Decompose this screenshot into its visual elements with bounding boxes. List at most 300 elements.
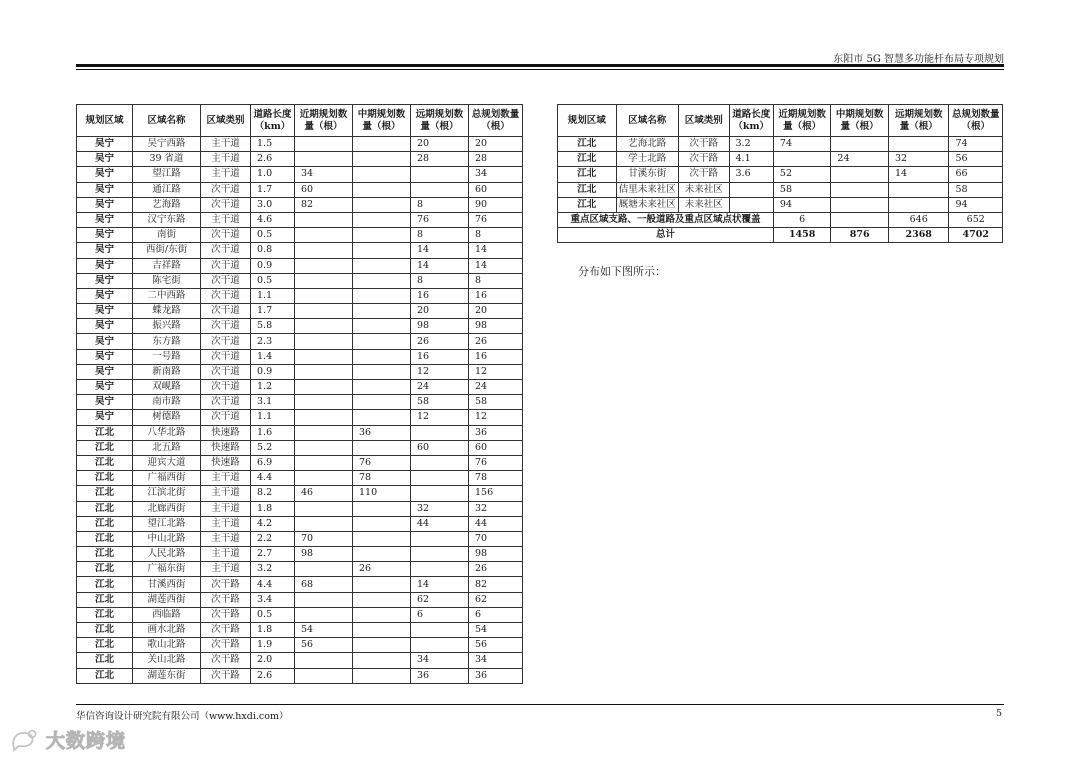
table-cell: 66 [949,167,1003,182]
special-near: 6 [773,212,831,227]
table-cell: 26 [411,334,469,349]
table-cell: 3.6 [729,167,773,182]
table-cell: 1.1 [251,288,295,303]
table-cell: 2.7 [251,547,295,562]
table-cell: 60 [469,182,523,197]
table-cell: 46 [295,486,353,501]
table-cell: 34 [411,653,469,668]
table-row [77,334,523,349]
table-cell: 76 [353,455,411,470]
table-cell: 28 [469,152,523,167]
table-cell: 36 [469,425,523,440]
table-cell: 3.2 [251,562,295,577]
column-header: 区域名称 [616,105,679,137]
table-cell [295,364,353,379]
table-cell [295,212,353,227]
table-row [77,319,523,334]
header-rule-thin [76,69,1004,70]
table-cell: 82 [469,577,523,592]
table-cell [729,197,773,212]
distribution-note: 分布如下图所示： [578,265,666,278]
chat-bubble-logo-icon [10,728,40,752]
table-cell: 次干道 [201,395,251,410]
table-cell: 12 [469,410,523,425]
table-cell: 江北 [77,562,133,577]
table-row [77,607,523,622]
table-cell: 44 [469,516,523,531]
column-header: 远期规划数量（根） [888,105,949,137]
table-cell: 2.0 [251,653,295,668]
table-cell: 吴宁 [77,182,133,197]
table-row [77,440,523,455]
table-cell: 26 [469,562,523,577]
column-header: 中期规划数量（根） [353,105,411,137]
table-cell: 54 [469,623,523,638]
table-cell: 画水北路 [133,623,201,638]
footer-company: 华信咨询设计研究院有限公司（www.hxdi.com） [76,711,289,722]
table-cell [353,137,411,152]
table-cell: 学士北路 [616,152,679,167]
table-cell [353,304,411,319]
table-cell: 艺海路 [133,197,201,212]
total-mid: 876 [831,228,889,243]
table-row [77,137,523,152]
table-cell: 次干道 [201,228,251,243]
table-cell: 36 [353,425,411,440]
table-cell [353,410,411,425]
table-cell: 0.5 [251,228,295,243]
table-cell: 湖莲东街 [133,668,201,683]
column-header: 区域类别 [201,105,251,137]
table-cell: 1.8 [251,623,295,638]
table-cell: 厩塘未来社区 [616,197,679,212]
table-cell: 54 [295,623,353,638]
table-cell: 甘溪西街 [133,577,201,592]
table-cell: 58 [773,182,831,197]
table-row [77,577,523,592]
table-cell: 湖莲西街 [133,592,201,607]
table-cell: 江北 [77,653,133,668]
table-cell: 8 [469,273,523,288]
table-cell [888,137,949,152]
table-cell: 3.0 [251,197,295,212]
table-cell [295,319,353,334]
table-cell [295,425,353,440]
table-cell: 28 [411,152,469,167]
table-row [77,288,523,303]
table-cell: 2.3 [251,334,295,349]
table-cell: 通江路 [133,182,201,197]
table-cell [353,516,411,531]
table-cell: 4.1 [729,152,773,167]
table-cell: 吴宁 [77,334,133,349]
table-cell [353,349,411,364]
column-header: 近期规划数量（根） [295,105,353,137]
table-cell [295,273,353,288]
table-row [77,471,523,486]
table-cell: 8 [411,197,469,212]
table-cell: 39 省道 [133,152,201,167]
table-cell: 快速路 [201,455,251,470]
table-cell: 江北 [77,531,133,546]
table-cell [295,516,353,531]
table-cell [295,334,353,349]
table-row [77,258,523,273]
table-row [558,167,1003,182]
table-cell: 1.4 [251,349,295,364]
table-cell [353,364,411,379]
table-cell: 1.2 [251,380,295,395]
table-cell: 树德路 [133,410,201,425]
table-cell: 主干道 [201,501,251,516]
table-cell: 110 [353,486,411,501]
column-header: 道路长度（km） [251,105,295,137]
table-row [77,562,523,577]
total-far: 2368 [888,228,949,243]
table-cell: 3.1 [251,395,295,410]
table-cell [411,455,469,470]
planning-table-left [76,104,523,684]
table-cell: 一号路 [133,349,201,364]
table-cell: 次干路 [679,167,729,182]
table-cell: 次干道 [201,288,251,303]
table-cell: 次干路 [679,137,729,152]
table-cell: 次干路 [201,668,251,683]
table-cell: 60 [411,440,469,455]
table-cell: 1.6 [251,425,295,440]
table-cell: 次干道 [201,197,251,212]
table-row [77,486,523,501]
table-cell [353,197,411,212]
table-cell: 吴宁 [77,212,133,227]
table-row [77,273,523,288]
table-cell [295,455,353,470]
table-cell: 艺海北路 [616,137,679,152]
table-cell: 52 [773,167,831,182]
table-row [77,380,523,395]
table-cell [295,562,353,577]
table-cell: 蝶龙路 [133,304,201,319]
table-cell: 76 [411,212,469,227]
table-cell: 12 [411,410,469,425]
table-row [558,197,1003,212]
table-cell: 56 [949,152,1003,167]
table-cell [295,137,353,152]
table-cell [353,592,411,607]
table-cell: 98 [469,547,523,562]
table-cell: 56 [469,638,523,653]
table-cell [295,653,353,668]
table-cell: 吴宁 [77,364,133,379]
table-cell: 次干道 [201,364,251,379]
table-cell [353,440,411,455]
table-cell: 2.6 [251,152,295,167]
table-cell: 0.5 [251,273,295,288]
table-row [77,501,523,516]
table-cell: 1.9 [251,638,295,653]
header-rule [76,64,1004,67]
table-cell: 江北 [558,137,617,152]
table-cell: 吴宁 [77,380,133,395]
table-cell: 江北 [77,455,133,470]
table-cell [353,395,411,410]
table-cell: 主干道 [201,562,251,577]
table-cell [353,334,411,349]
table-cell: 68 [295,577,353,592]
column-header: 总规划数量（根） [949,105,1003,137]
table-cell: 西临路 [133,607,201,622]
table-cell [353,182,411,197]
table-cell [888,197,949,212]
table-cell: 6 [411,607,469,622]
table-row [77,592,523,607]
table-cell [295,607,353,622]
table-cell: 八华北路 [133,425,201,440]
table-cell: 2.6 [251,668,295,683]
table-cell: 关山北路 [133,653,201,668]
footer-rule [76,704,1004,705]
table-cell: 二中西路 [133,288,201,303]
table-row [77,638,523,653]
table-cell [831,182,889,197]
table-cell: 次干道 [201,380,251,395]
table-cell: 吴宁 [77,258,133,273]
table-cell: 20 [469,137,523,152]
table-cell: 次干路 [201,592,251,607]
table-cell: 14 [469,258,523,273]
table-cell: 58 [411,395,469,410]
column-header: 规划区域 [558,105,617,137]
table-cell: 次干道 [201,258,251,273]
table-cell: 江北 [77,501,133,516]
table-row [77,516,523,531]
watermark-text: 大数跨境 [46,730,127,752]
table-cell [773,152,831,167]
column-header: 规划区域 [77,105,133,137]
table-row [77,167,523,182]
table-cell: 次干路 [679,152,729,167]
table-cell: 14 [888,167,949,182]
table-cell: 江北 [558,197,617,212]
table-cell [831,167,889,182]
table-cell [888,182,949,197]
table-cell: 未来社区 [679,182,729,197]
table-cell: 江北 [77,471,133,486]
table-cell: 主干道 [201,152,251,167]
watermark [10,726,126,753]
table-cell [295,440,353,455]
table-cell: 吴宁 [77,349,133,364]
table-cell [295,380,353,395]
table-cell: 14 [411,243,469,258]
table-row [558,182,1003,197]
table-cell: 78 [353,471,411,486]
table-cell: 12 [411,364,469,379]
table-cell: 望江路 [133,167,201,182]
table-cell [295,349,353,364]
table-cell [353,243,411,258]
table-cell: 歌山北路 [133,638,201,653]
table-cell: 次干路 [201,607,251,622]
table-cell: 南市路 [133,395,201,410]
table-cell: 江滨北街 [133,486,201,501]
table-cell [411,182,469,197]
table-cell [295,243,353,258]
table-cell: 4.2 [251,516,295,531]
table-cell: 新南路 [133,364,201,379]
table-cell: 98 [469,319,523,334]
table-row [77,243,523,258]
table-cell: 主干道 [201,486,251,501]
table-cell [353,273,411,288]
table-cell: 江北 [77,592,133,607]
table-cell: 次干路 [201,638,251,653]
table-row [77,364,523,379]
table-cell: 3.2 [729,137,773,152]
table-cell: 吴宁 [77,197,133,212]
table-cell: 南街 [133,228,201,243]
special-total: 652 [949,212,1003,227]
page-number: 5 [995,708,1002,719]
table-cell: 16 [469,349,523,364]
table-cell: 60 [295,182,353,197]
table-cell: 20 [411,304,469,319]
table-cell: 江北 [77,547,133,562]
special-far: 646 [888,212,949,227]
table-row [77,349,523,364]
table-cell: 东方路 [133,334,201,349]
table-cell: 34 [295,167,353,182]
table-cell: 甘溪东街 [616,167,679,182]
table-cell: 快速路 [201,440,251,455]
table-cell: 4.4 [251,471,295,486]
table-cell: 36 [469,668,523,683]
table-row [77,410,523,425]
table-cell [295,228,353,243]
table-row [77,668,523,683]
table-cell: 吴宁西路 [133,137,201,152]
table-cell [729,182,773,197]
table-cell: 吴宁 [77,395,133,410]
table-cell: 吴宁 [77,304,133,319]
table-row [77,182,523,197]
table-cell: 吴宁 [77,288,133,303]
table-cell [411,167,469,182]
table-cell: 吴宁 [77,137,133,152]
table-cell: 36 [411,668,469,683]
table-cell [353,668,411,683]
table-cell: 6.9 [251,455,295,470]
table-cell: 次干道 [201,410,251,425]
table-cell: 1.1 [251,410,295,425]
table-cell: 吴宁 [77,152,133,167]
table-cell: 74 [949,137,1003,152]
table-cell: 快速路 [201,425,251,440]
table-cell: 吴宁 [77,410,133,425]
table-cell: 江北 [77,425,133,440]
total-total: 4702 [949,228,1003,243]
table-cell: 主干道 [201,137,251,152]
table-cell: 156 [469,486,523,501]
table-cell [353,212,411,227]
table-cell [295,395,353,410]
table-cell [353,623,411,638]
table-cell: 次干道 [201,304,251,319]
table-cell [411,471,469,486]
table-cell [353,531,411,546]
table-cell: 主干道 [201,547,251,562]
table-cell: 78 [469,471,523,486]
column-header: 近期规划数量（根） [773,105,831,137]
table-cell: 14 [411,577,469,592]
table-cell [353,152,411,167]
table-cell: 吴宁 [77,228,133,243]
table-cell: 江北 [77,623,133,638]
table-row [77,212,523,227]
table-cell [353,258,411,273]
table-cell [353,380,411,395]
table-row [77,623,523,638]
table-cell [295,592,353,607]
table-cell: 1.8 [251,501,295,516]
table-cell: 吴宁 [77,319,133,334]
table-row [77,425,523,440]
table-cell: 中山北路 [133,531,201,546]
table-cell: 佶里未来社区 [616,182,679,197]
table-cell: 主干道 [201,212,251,227]
planning-table-right [557,104,1003,243]
table-cell [295,304,353,319]
table-row [77,395,523,410]
table-cell: 94 [949,197,1003,212]
table-cell [295,471,353,486]
table-cell: 次干道 [201,319,251,334]
special-mid [831,212,889,227]
table-cell: 汉宁东路 [133,212,201,227]
table-cell: 56 [295,638,353,653]
table-cell: 5.8 [251,319,295,334]
table-cell: 8 [411,228,469,243]
table-cell: 6 [469,607,523,622]
table-cell [295,501,353,516]
table-cell: 70 [469,531,523,546]
table-cell: 60 [469,440,523,455]
table-cell [295,410,353,425]
table-cell: 主干道 [201,516,251,531]
table-cell: 82 [295,197,353,212]
table-cell: 次干道 [201,334,251,349]
table-cell: 次干路 [201,623,251,638]
table-cell: 94 [773,197,831,212]
table-cell: 1.7 [251,182,295,197]
table-cell: 98 [295,547,353,562]
table-cell: 14 [411,258,469,273]
table-cell: 吴宁 [77,243,133,258]
table-cell [353,577,411,592]
table-cell: 26 [353,562,411,577]
table-cell: 江北 [558,182,617,197]
table-cell [353,638,411,653]
table-cell: 76 [469,212,523,227]
table-cell: 98 [411,319,469,334]
table-row [77,455,523,470]
table-cell: 24 [831,152,889,167]
table-cell: 0.5 [251,607,295,622]
table-cell: 次干道 [201,273,251,288]
total-row [558,228,1003,243]
table-row [558,137,1003,152]
table-cell: 江北 [558,152,617,167]
